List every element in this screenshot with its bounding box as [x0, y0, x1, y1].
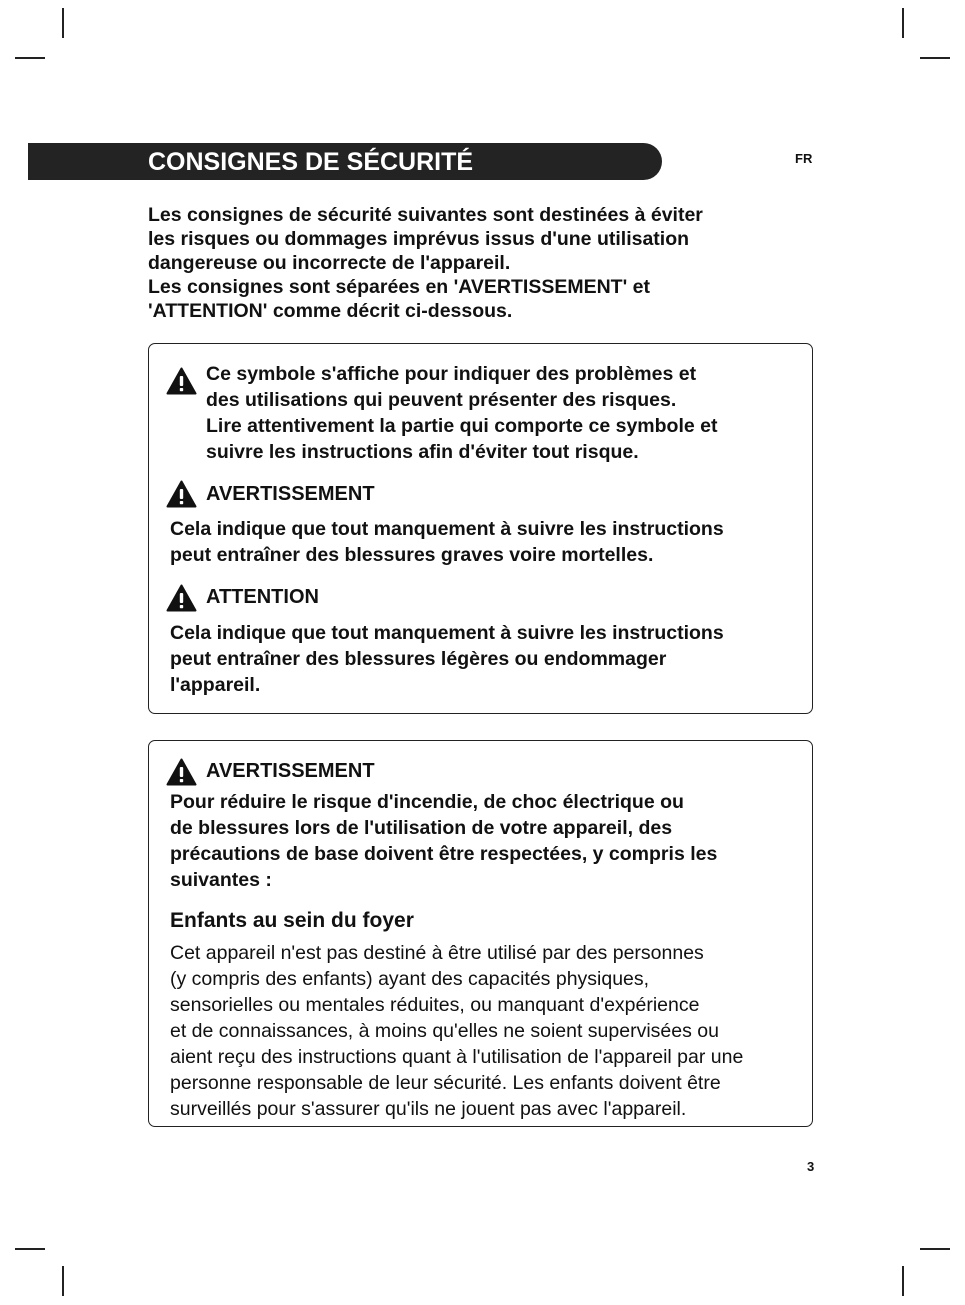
section-body — [170, 940, 743, 1122]
warning-box-heading: AVERTISSEMENT — [206, 760, 375, 782]
intro-line: dangereuse ou incorrecte de l'appareil. — [148, 252, 511, 274]
caution-description-line: Cela indique que tout manquement à suivre les instructions — [170, 622, 724, 644]
warning-heading: AVERTISSEMENT — [206, 483, 375, 505]
caution-description-line: l'appareil. — [170, 674, 261, 696]
symbol-description-line: Lire attentivement la partie qui comporte ce symbole et — [206, 415, 718, 437]
warning-description-line: Cela indique que tout manquement à suivre les instructions — [170, 518, 724, 540]
intro-paragraph — [148, 203, 808, 323]
section-body-line: surveillés pour s'assurer qu'ils ne jouent pas avec l'appareil. — [170, 1098, 687, 1120]
warning-triangle-icon — [166, 758, 197, 786]
warning-triangle-icon — [166, 584, 197, 612]
crop-mark — [902, 8, 904, 38]
crop-mark — [920, 57, 950, 59]
symbol-description-line: des utilisations qui peuvent présenter des risques. — [206, 389, 677, 411]
crop-mark — [902, 1266, 904, 1296]
caution-description-line: peut entraîner des blessures légères ou endommager — [170, 648, 667, 670]
section-heading: Enfants au sein du foyer — [170, 909, 414, 932]
crop-mark — [15, 57, 45, 59]
page-number: 3 — [807, 1159, 815, 1174]
symbol-description-line: Ce symbole s'affiche pour indiquer des problèmes et — [206, 363, 697, 385]
caution-heading: ATTENTION — [206, 586, 319, 608]
warning-description — [170, 516, 724, 568]
intro-line: 'ATTENTION' comme décrit ci-dessous. — [148, 300, 513, 322]
intro-line: Les consignes sont séparées en 'AVERTISSEMENT' et — [148, 276, 650, 298]
warning-box — [148, 740, 813, 1127]
warning-box-intro-line: de blessures lors de l'utilisation de votre appareil, des — [170, 817, 673, 839]
crop-mark — [62, 8, 64, 38]
warning-triangle-icon — [166, 367, 197, 395]
warning-box-intro-line: précautions de base doivent être respectées, y compris les — [170, 843, 718, 865]
section-body-line: et de connaissances, à moins qu'elles ne soient supervisées ou — [170, 1020, 719, 1042]
crop-mark — [920, 1248, 950, 1250]
section-body-line: Cet appareil n'est pas destiné à être utilisé par des personnes — [170, 942, 704, 964]
page-title: CONSIGNES DE SÉCURITÉ — [148, 148, 474, 176]
warning-box-intro-line: suivantes : — [170, 869, 272, 891]
section-body-line: (y compris des enfants) ayant des capacités physiques, — [170, 968, 650, 990]
warning-description-line: peut entraîner des blessures graves voire mortelles. — [170, 544, 654, 566]
warning-box-intro — [170, 789, 717, 893]
warning-box-intro-line: Pour réduire le risque d'incendie, de choc électrique ou — [170, 791, 684, 813]
section-body-line: sensorielles ou mentales réduites, ou manquant d'expérience — [170, 994, 700, 1016]
caution-description — [170, 620, 724, 698]
section-body-line: aient reçu des instructions quant à l'utilisation de l'appareil par une — [170, 1046, 744, 1068]
crop-mark — [15, 1248, 45, 1250]
crop-mark — [62, 1266, 64, 1296]
intro-line: Les consignes de sécurité suivantes sont destinées à éviter — [148, 204, 703, 226]
warning-triangle-icon — [166, 480, 197, 508]
intro-line: les risques ou dommages imprévus issus d'une utilisation — [148, 228, 690, 250]
symbol-legend-box — [148, 343, 813, 714]
symbol-description — [206, 361, 717, 465]
language-code: FR — [795, 151, 813, 166]
symbol-description-line: suivre les instructions afin d'éviter tout risque. — [206, 441, 639, 463]
section-body-line: personne responsable de leur sécurité. Les enfants doivent être — [170, 1072, 721, 1094]
